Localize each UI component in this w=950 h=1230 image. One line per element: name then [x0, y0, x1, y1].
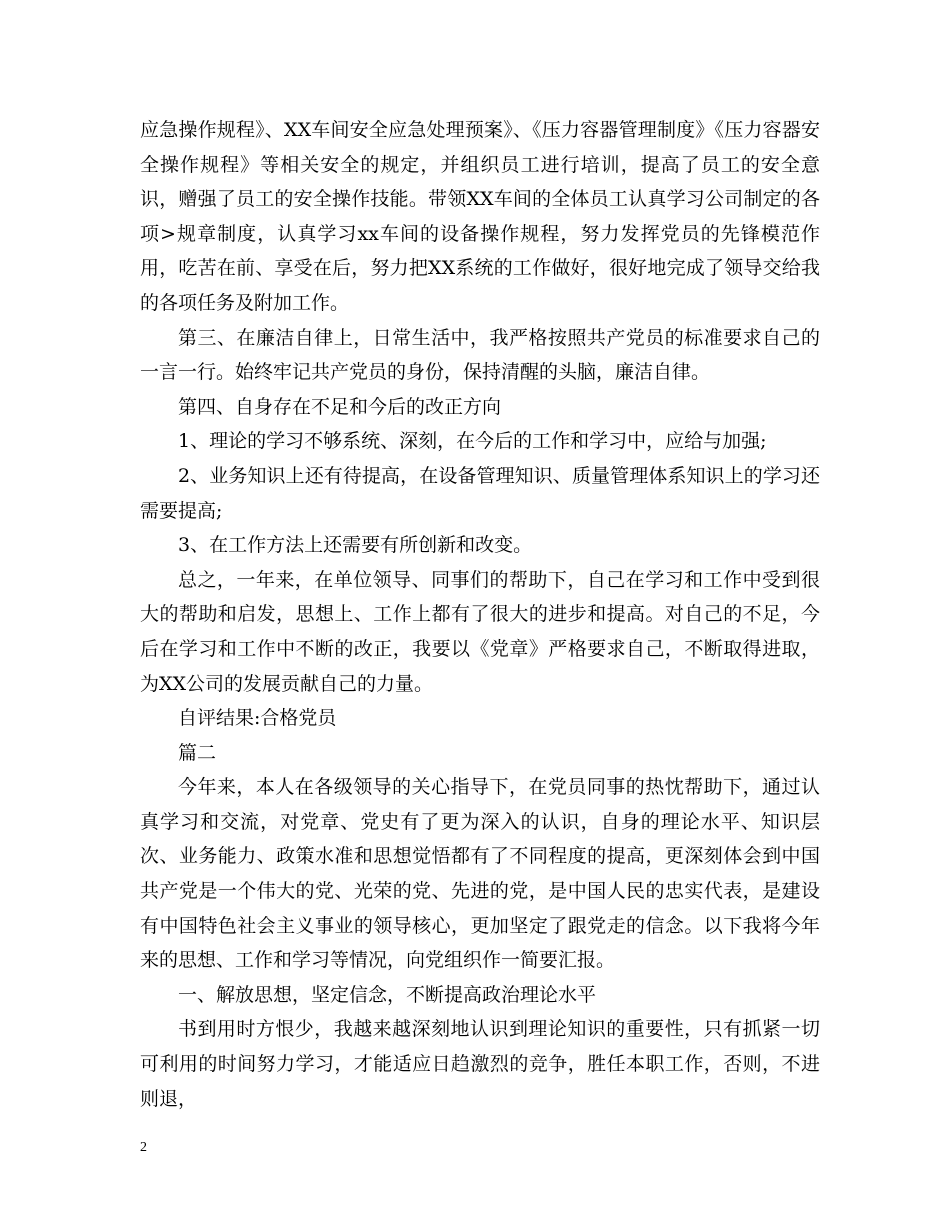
paragraph: 总之，一年来，在单位领导、同事们的帮助下，自己在学习和工作中受到很大的帮助和启发，思想上、工作上都有了很大的进步和提高。对自己的不足，今后在学习和工作中不断的改正，我要以《党章》严格要求自己，不断取得进取，为XX公司的发展贡献自己的力量。	[140, 568, 820, 695]
paragraph: 篇二	[178, 741, 217, 764]
paragraph: 1、理论的学习不够系统、深刻，在今后的工作和学习中，应给与加强;	[178, 430, 767, 453]
paragraph: 3、在工作方法上还需要有所创新和改变。	[178, 534, 533, 557]
document-body	[140, 113, 820, 1116]
paragraph: 第四、自身存在不足和今后的改正方向	[178, 395, 502, 418]
paragraph: 书到用时方恨少，我越来越深刻地认识到理论知识的重要性，只有抓紧一切可利用的时间努力学习，才能适应日趋激烈的竞争，胜任本职工作，否则，不进则退，	[140, 1018, 820, 1110]
paragraph: 自评结果:合格党员	[178, 707, 337, 730]
paragraph: 第三、在廉洁自律上，日常生活中，我严格按照共产党员的标准要求自己的一言一行。始终牢记共产党员的身份，保持清醒的头脑，廉洁自律。	[140, 326, 820, 384]
paragraph: 一、解放思想，坚定信念，不断提高政治理论水平	[178, 983, 597, 1006]
page-number: 2	[140, 1140, 147, 1155]
paragraph: 2、业务知识上还有待提高，在设备管理知识、质量管理体系知识上的学习还需要提高;	[140, 464, 820, 522]
paragraph: 今年来，本人在各级领导的关心指导下，在党员同事的热忱帮助下，通过认真学习和交流，对党章、党史有了更为深入的认识，自身的理论水平、知识层次、业务能力、政策水准和思想觉悟都有了不同程度的提高，更深刻体会到中国共产党是一个伟大的党、光荣的党、先进的党，是中国人民的忠实代表，是建设有中国特色社会主义事业的领导核心，更加坚定了跟党走的信念。以下我将今年来的思想、工作和学习等情况，向党组织作一简要汇报。	[140, 776, 820, 972]
paragraph: 应急操作规程》、XX车间安全应急处理预案》、《压力容器管理制度》《压力容器安全操作规程》等相关安全的规定，并组织员工进行培训，提高了员工的安全意识，赠强了员工的安全操作技能。带领XX车间的全体员工认真学习公司制定的各项>规章制度，认真学习xx车间的设备操作规程，努力发挥党员的先锋模范作用，吃苦在前、享受在后，努力把XX系统的工作做好，很好地完成了领导交给我的各项任务及附加工作。	[140, 119, 820, 314]
